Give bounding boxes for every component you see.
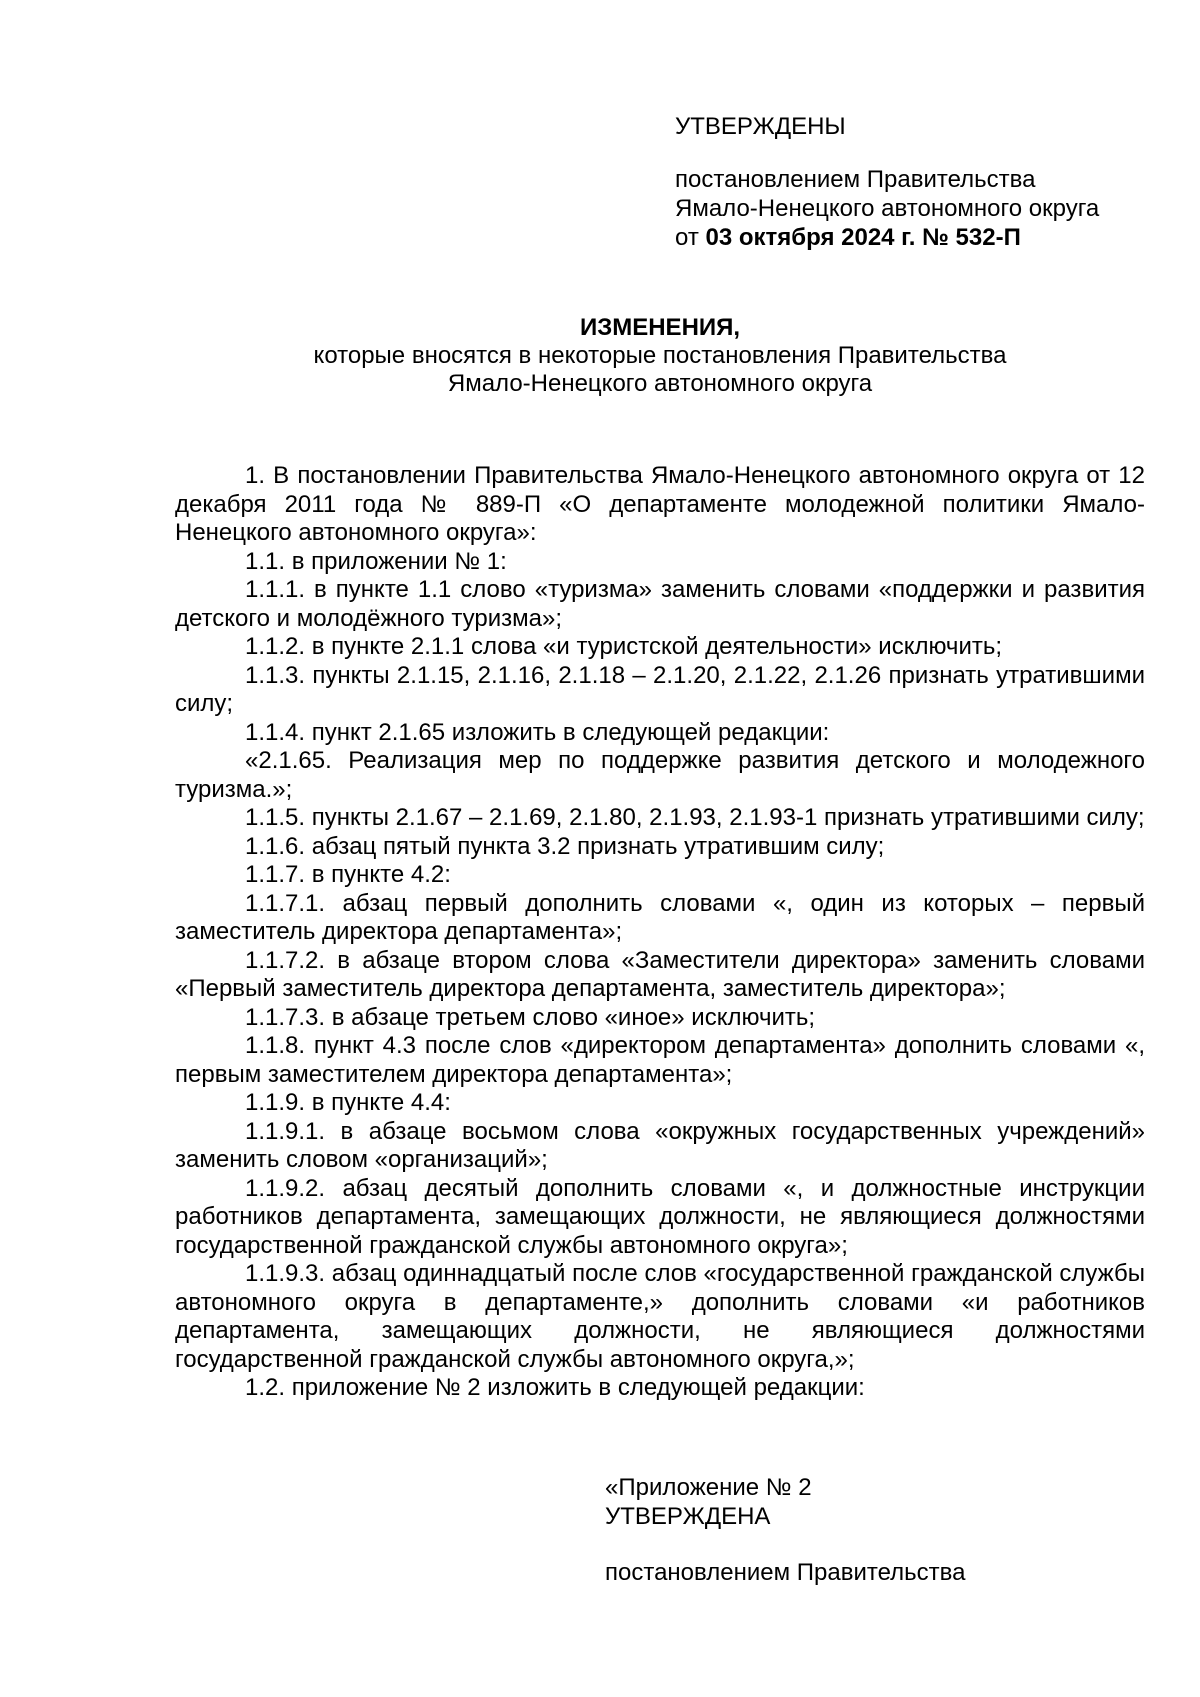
document-subtitle-line-1: которые вносятся в некоторые постановления Правительства: [313, 342, 1007, 369]
paragraph-1-1-9-2: 1.1.9.2. абзац десятый дополнить словами «, и должностные инструкции работников департамента, замещающих должности, не являющиеся должностями государственной гражданской службы автономного округа»;: [175, 1174, 1145, 1259]
document-body: [175, 462, 1145, 1403]
approval-line-1: постановлением Правительства: [675, 166, 1036, 193]
approval-stamp: [675, 112, 1099, 252]
appendix-resolution: постановлением Правительства: [605, 1559, 966, 1586]
paragraph-1-1-7-3: 1.1.7.3. в абзаце третьем слово «иное» исключить;: [245, 1003, 816, 1031]
document-title: ИЗМЕНЕНИЯ,: [579, 314, 741, 341]
paragraph-1-1-6: 1.1.6. абзац пятый пункта 3.2 признать утратившим силу;: [245, 832, 885, 860]
paragraph-1-1-4: 1.1.4. пункт 2.1.65 изложить в следующей редакции:: [245, 718, 830, 746]
document-heading: [175, 314, 1145, 398]
paragraph-1-1-9: 1.1.9. в пункте 4.4:: [245, 1089, 451, 1116]
paragraph-1-1-7-1: 1.1.7.1. абзац первый дополнить словами «, один из которых – первый заместитель директора департамента»;: [175, 889, 1145, 945]
approval-date-number: 03 октября 2024 г. № 532-П: [705, 224, 1021, 251]
paragraph-1-1-8: 1.1.8. пункт 4.3 после слов «директором департамента» дополнить словами «, первым заместителем директора департамента»;: [175, 1032, 1145, 1088]
appendix-approved: УТВЕРЖДЕНА: [605, 1502, 771, 1530]
approval-date-line: [675, 223, 1099, 252]
paragraph-1-1: 1.1. в приложении № 1:: [245, 547, 507, 575]
approval-date-prefix: от: [675, 224, 706, 251]
paragraph-1: 1. В постановлении Правительства Ямало-Ненецкого автономного округа от 12 декабря 2011 года № 889-П «О департаменте молодежной политики Ямало-Ненецкого автономного округа»:: [175, 462, 1145, 546]
paragraph-1-1-3: 1.1.3. пункты 2.1.15, 2.1.16, 2.1.18 – 2.1.20, 2.1.22, 2.1.26 признать утратившими силу;: [175, 661, 1145, 717]
document-subtitle-line-2: Ямало-Ненецкого автономного округа: [447, 370, 873, 397]
paragraph-1-1-7-2: 1.1.7.2. в абзаце втором слова «Заместители директора» заменить словами «Первый заместитель директора департамента, заместитель директора»;: [175, 946, 1145, 1002]
paragraph-1-1-7: 1.1.7. в пункте 4.2:: [245, 861, 451, 888]
paragraph-1-1-1: 1.1.1. в пункте 1.1 слово «туризма» заменить словами «поддержки и развития детского и молодёжного туризма»;: [175, 576, 1145, 632]
paragraph-1-1-9-3: 1.1.9.3. абзац одиннадцатый после слов «государственной гражданской службы автономного округа в департаменте,» дополнить словами «и работников департамента, замещающих должности, не являющиеся должностями государственной гражданской службы автономного округа,»;: [175, 1260, 1145, 1373]
approval-line-2: Ямало-Ненецкого автономного округа: [675, 195, 1100, 222]
paragraph-quote-2-1-65: «2.1.65. Реализация мер по поддержке развития детского и молодежного туризма.»;: [175, 747, 1145, 803]
approval-title: УТВЕРЖДЕНЫ: [675, 113, 846, 140]
appendix-label: «Приложение № 2: [605, 1474, 812, 1501]
paragraph-1-1-9-1: 1.1.9.1. в абзаце восьмом слова «окружных государственных учреждений» заменить словом «организаций»;: [175, 1117, 1145, 1173]
appendix-header: [605, 1474, 965, 1588]
paragraph-1-1-2: 1.1.2. в пункте 2.1.1 слова «и туристской деятельности» исключить;: [245, 633, 1003, 660]
paragraph-1-1-5: 1.1.5. пункты 2.1.67 – 2.1.69, 2.1.80, 2.1.93, 2.1.93-1 признать утратившими силу;: [245, 804, 1145, 831]
paragraph-1-2: 1.2. приложение № 2 изложить в следующей редакции:: [245, 1374, 865, 1401]
